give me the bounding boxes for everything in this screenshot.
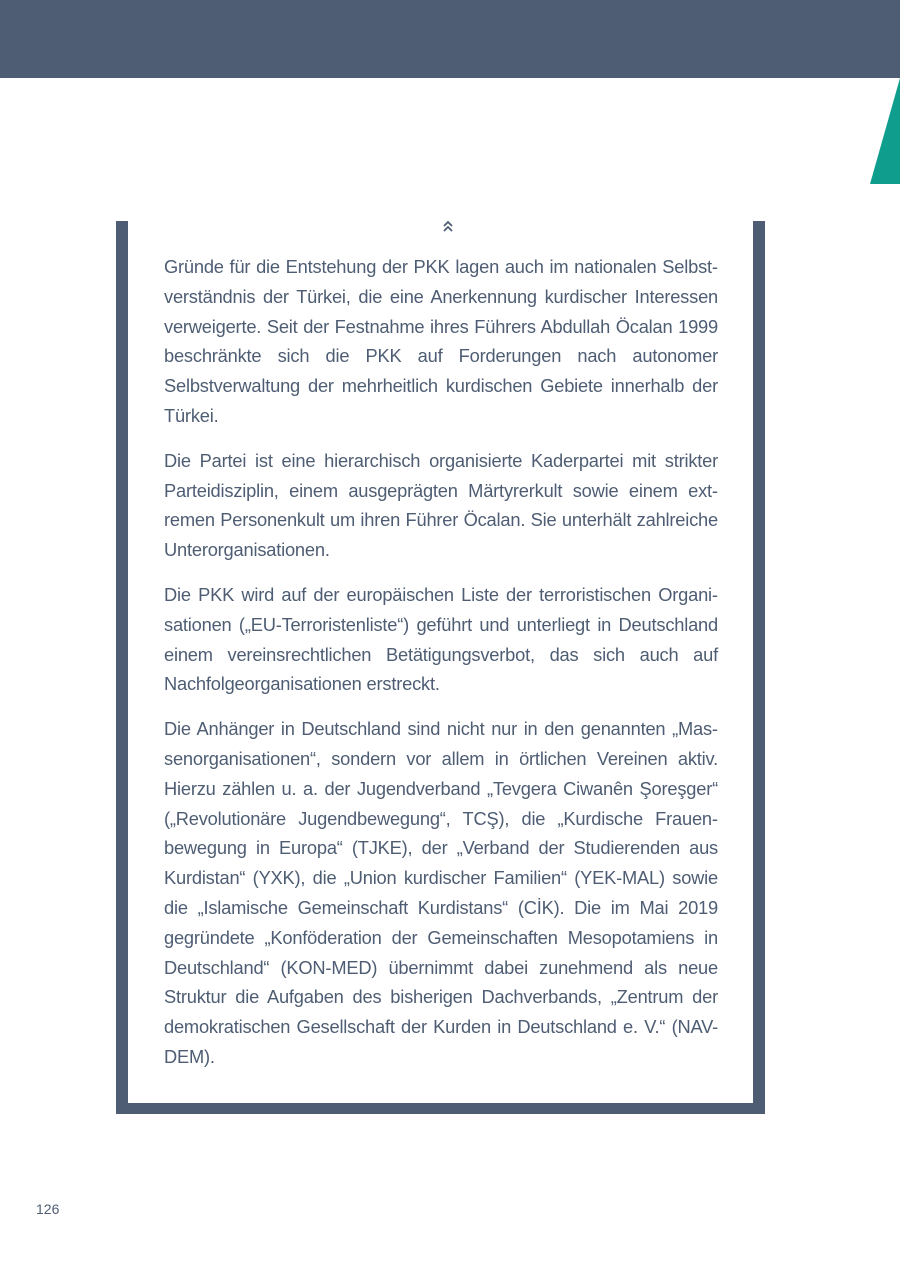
double-chevron-up-icon xyxy=(441,219,455,235)
paragraph-party-structure: Die Partei ist eine hierarchisch organisierte Kaderpartei mit strikter Parteidisziplin, einem ausgeprägten Märtyrerkult sowie einem extremen Personenkult um ihren Führer Öcalan. Sie unterhält zahlreiche Unterorganisationen. xyxy=(164,449,718,561)
info-box-bottom-border xyxy=(116,1103,765,1114)
paragraph-origins: Gründe für die Entstehung der PKK lagen auch im nationalen Selbstverständnis der Türkei, die eine Anerkennung kurdischer Interessen verweigerte. Seit der Festnahme ihres Führers Abdullah Öcalan 1999 beschränkte sich die PKK auf Forderungen nach autonomer Selbstverwaltung der mehrheitlich kurdischen Gebiete innerhalb der Türkei. xyxy=(164,256,718,426)
paragraph-supporters: Die Anhänger in Deutschland sind nicht nur in den genannten „Massenorganisationen“, sondern vor allem in örtlichen Vereinen aktiv. Hierzu zählen u. a. der Jugendverband „Tevgera Ciwanên Şoreşger“ („Revolutionäre Jugendbewegung“, TCŞ), die „Kurdische Frauenbewegung in Europa“ (TJKE), der „Verband der Studierenden aus Kurdistan“ (YXK), die „Union kurdischer Familien“ (YEK-MAL) sowie die „Islamische Gemeinschaft Kurdistans“ (CİK). Die im Mai 2019 gegründete „Konföderation der Gemeinschaften Mesopotamiens in Deutschland“ (KON-MED) übernimmt dabei zunehmend als neue Struktur die Aufgaben des bisherigen Dachverbands, „Zentrum der demokratischen Gesellschaft der Kurden in Deutschland e. V.“ (NAV-DEM). xyxy=(164,718,718,1067)
section-tab-marker xyxy=(870,78,900,184)
paragraph-eu-listing: Die PKK wird auf der europäischen Liste der terroristischen Organisationen („EU-Terroristenliste“) geführt und unterliegt in Deutschland einem vereinsrechtlichen Betätigungsverbot, das sich auch auf Nachfolgeorganisationen erstreckt. xyxy=(164,583,718,695)
info-box-content xyxy=(164,252,718,1087)
info-box-right-border xyxy=(753,221,765,1114)
info-box-left-border xyxy=(116,221,128,1114)
page-number: 126 xyxy=(36,1201,60,1217)
header-band xyxy=(0,0,900,78)
teal-triangle-icon xyxy=(870,78,900,184)
